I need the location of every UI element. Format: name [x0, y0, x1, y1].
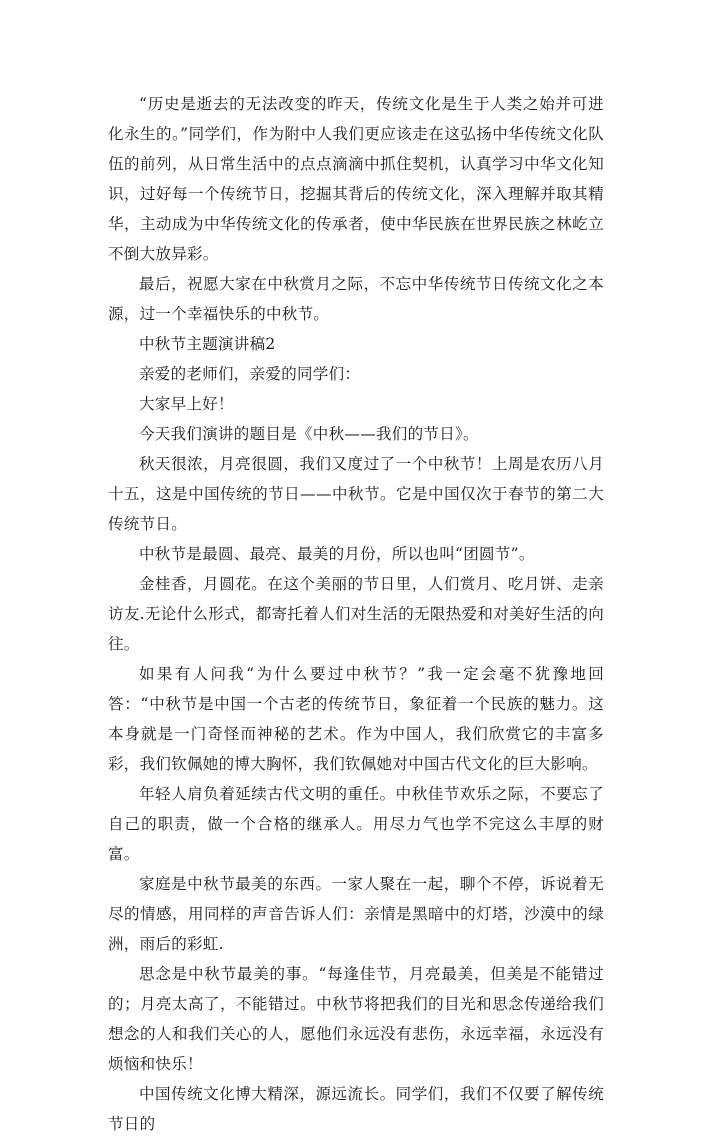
paragraph-salutation: 亲爱的老师们，亲爱的同学们：	[139, 365, 361, 383]
paragraph-topic: 今天我们演讲的题目是《中秋——我们的节日》。	[139, 425, 479, 443]
paragraph-why-celebrate: 如果有人问我“为什么要过中秋节？”我一定会毫不犹豫地回答：“中秋节是中国一个古老的传统节日，象征着一个民族的魅力。这本身就是一门奇怪而神秘的艺术。作为中国人，我们欣赏它的丰富多彩，我们钦佩她的博大胸怀，我们钦佩她对中国古代文化的巨大影响。	[108, 665, 604, 773]
paragraph-longing: 思念是中秋节最美的事。“每逢佳节，月亮最美，但美是不能错过的；月亮太高了，不能错过。中秋节将把我们的目光和思念传递给我们想念的人和我们关心的人，愿他们永远没有悲伤，永远幸福，永远没有烦恼和快乐！	[108, 965, 604, 1073]
paragraph-reunion-festival: 中秋节是最圆、最亮、最美的月份，所以也叫“团圆节”。	[139, 545, 535, 563]
paragraph-osmanthus: 金桂香，月圆花。在这个美丽的节日里，人们赏月、吃月饼、走亲访友.无论什么形式，都寄托着人们对生活的无限热爱和对美好生活的向往。	[108, 575, 604, 653]
paragraph-autumn: 秋天很浓，月亮很圆，我们又度过了一个中秋节！上周是农历八月十五，这是中国传统的节日——中秋节。它是中国仅次于春节的第二大传统节日。	[108, 455, 604, 533]
paragraph-greeting: 大家早上好！	[139, 395, 234, 413]
paragraph-closing-wish: 最后，祝愿大家在中秋赏月之际，不忘中华传统节日传统文化之本源，过一个幸福快乐的中秋节。	[108, 275, 604, 323]
paragraph-traditional-culture: 中国传统文化博大精深，源远流长。同学们，我们不仅要了解传统节日的	[108, 1085, 604, 1133]
document-body	[108, 89, 604, 1139]
paragraph-family: 家庭是中秋节最美的东西。一家人聚在一起，聊个不停，诉说着无尽的情感，用同样的声音告诉人们：亲情是黑暗中的灯塔，沙漠中的绿洲，雨后的彩虹.	[108, 875, 604, 953]
paragraph-quote-history: “历史是逝去的无法改变的昨天，传统文化是生于人类之始并可进化永生的。”同学们，作为附中人我们更应该走在这弘扬中华传统文化队伍的前列，从日常生活中的点点滴滴中抓住契机，认真学习中华文化知识，过好每一个传统节日，挖掘其背后的传统文化，深入理解并取其精华，主动成为中华传统文化的传承者，使中华民族在世界民族之林屹立不倒大放异彩。	[108, 95, 604, 263]
paragraph-youth-duty: 年轻人肩负着延续古代文明的重任。中秋佳节欢乐之际，不要忘了自己的职责，做一个合格的继承人。用尽力气也学不完这么丰厚的财富。	[108, 785, 604, 863]
speech-2-title: 中秋节主题演讲稿2	[139, 335, 276, 353]
